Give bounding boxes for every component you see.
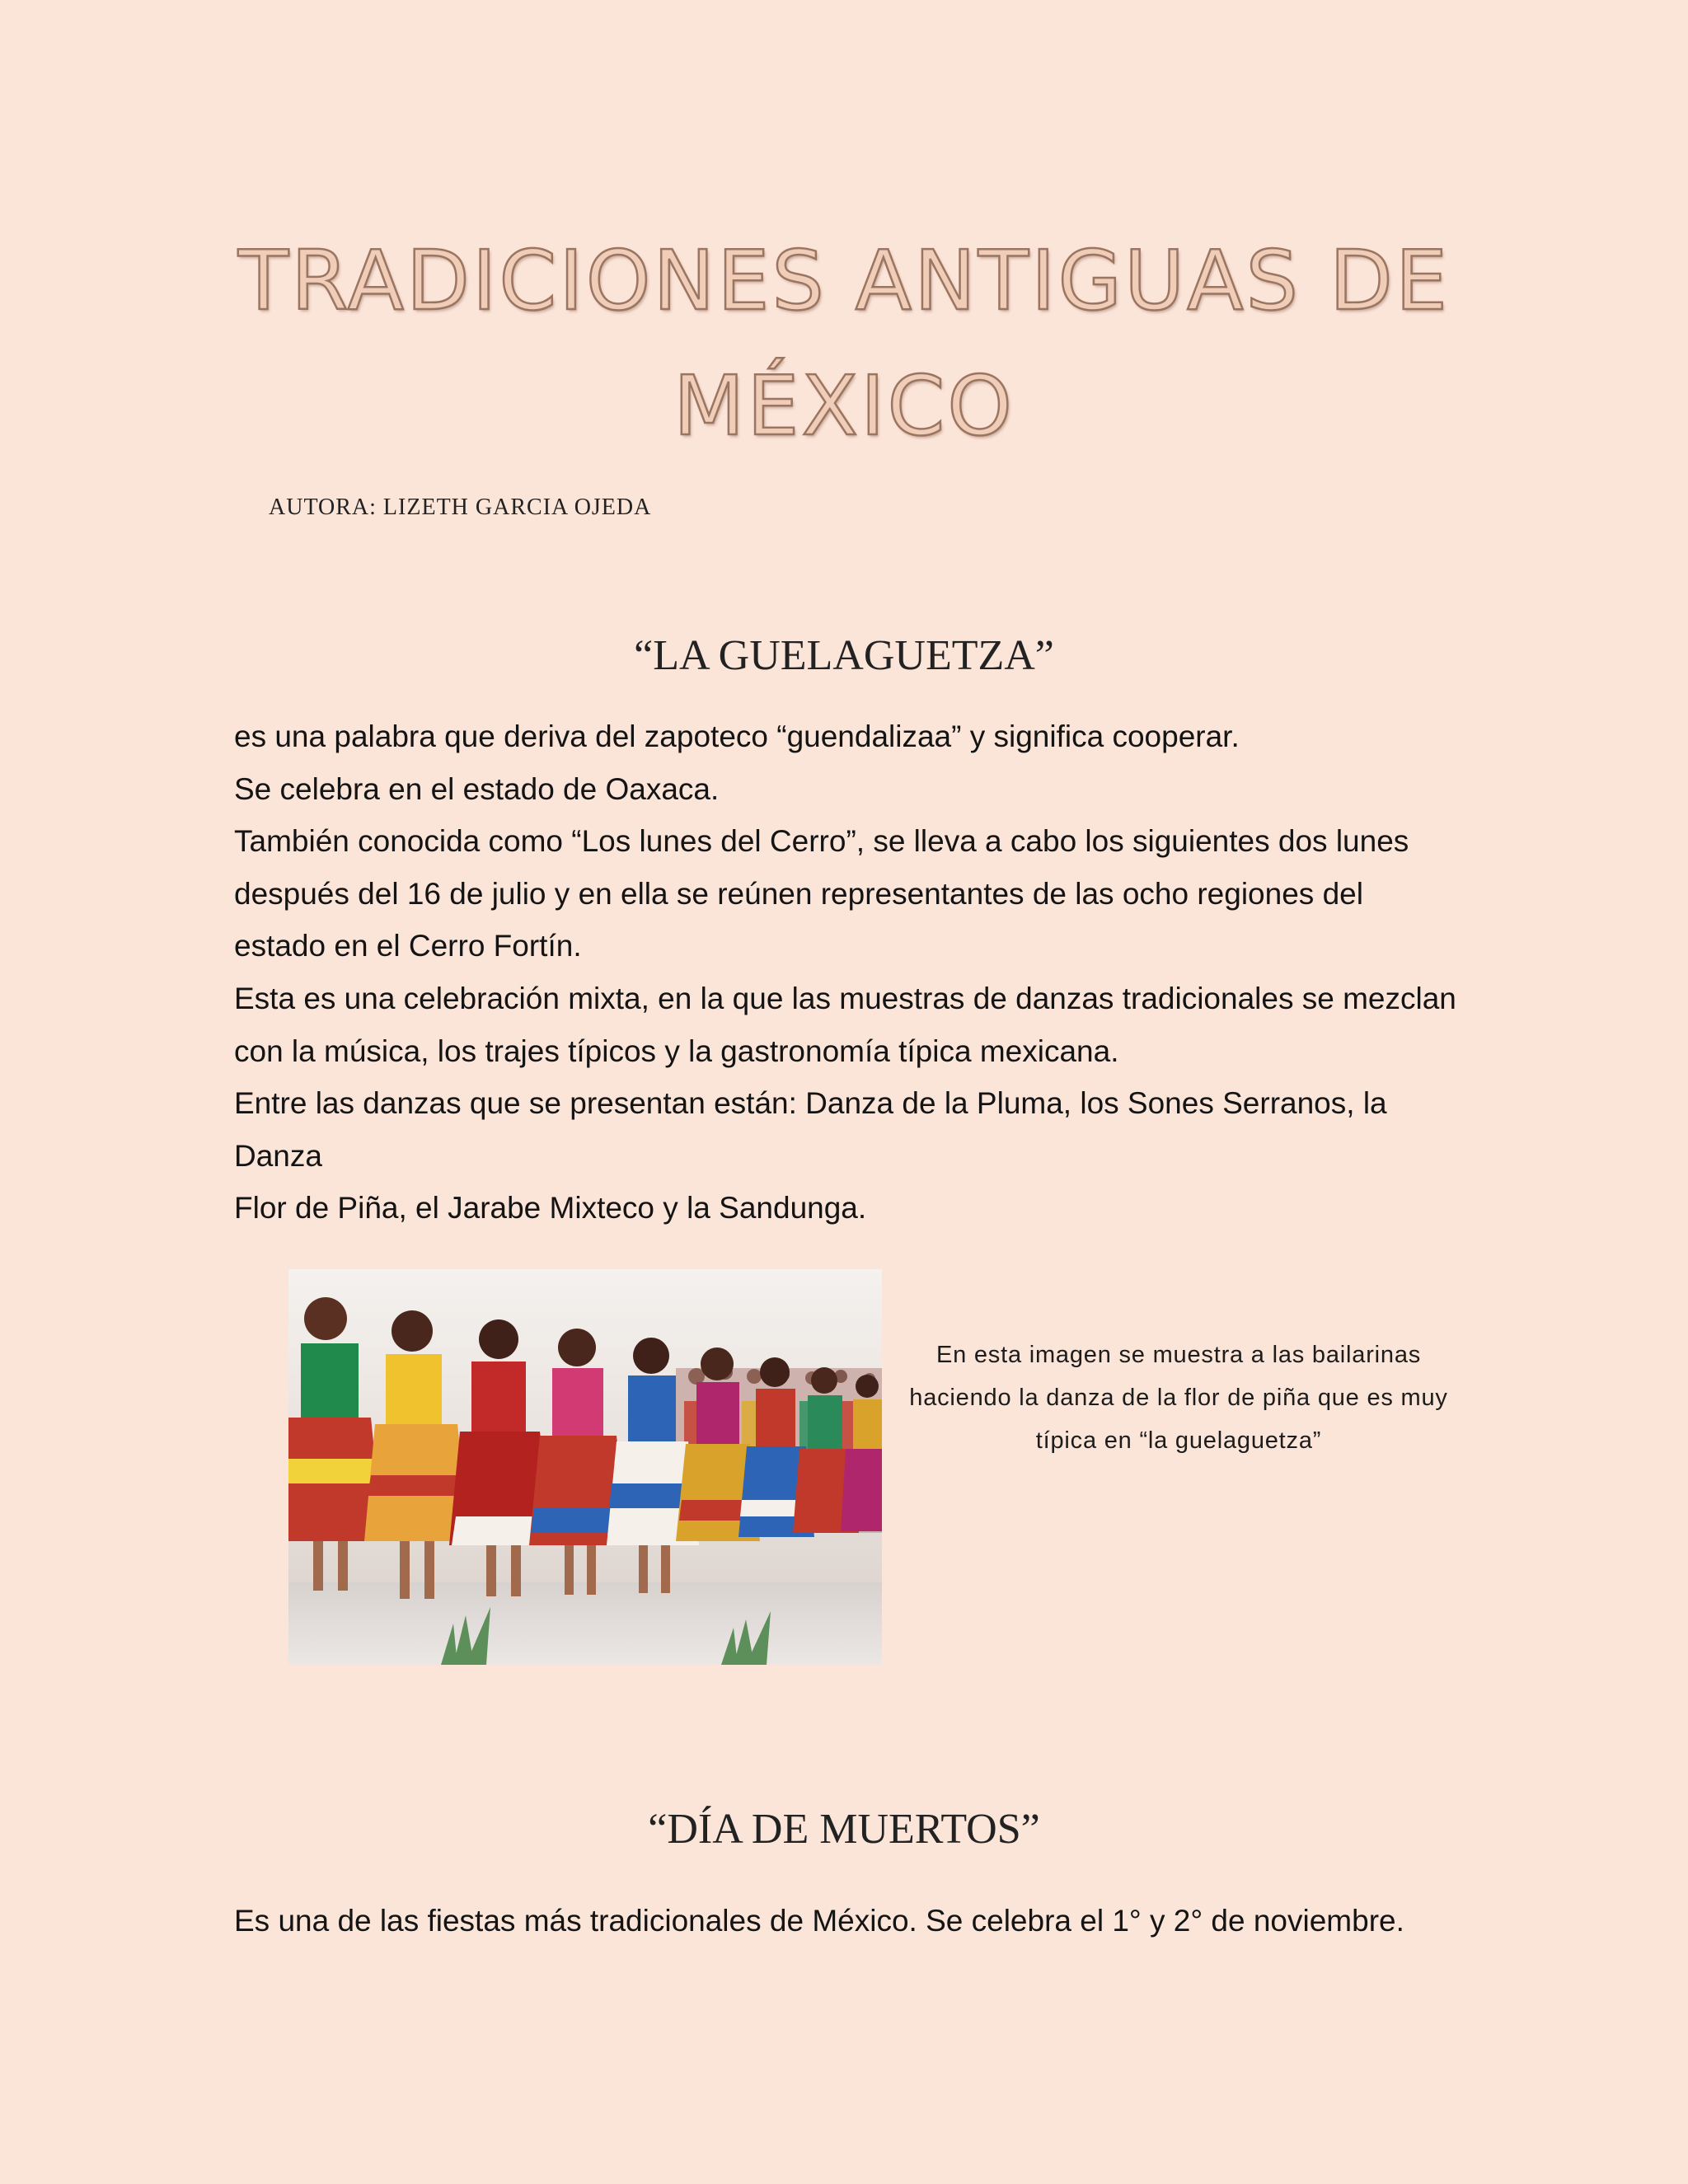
- section-heading-guelaguetza: “LA GUELAGUETZA”: [634, 632, 1054, 679]
- title-line-1: TRADICIONES ANTIGUAS DE: [237, 232, 1451, 329]
- body-line: con la música, los trajes típicos y la gastronomía típica mexicana.: [234, 1033, 1119, 1068]
- guelaguetza-body: [234, 710, 1487, 1235]
- body-line: También conocida como “Los lunes del Cerro”, se lleva a cabo los siguientes dos lunes: [234, 824, 1409, 859]
- caption-line: En esta imagen se muestra a las bailarinas: [935, 1342, 1422, 1368]
- body-line: Esta es una celebración mixta, en la que las muestras de danzas tradicionales se mezclan: [234, 981, 1456, 1015]
- body-line: estado en el Cerro Fortín.: [234, 929, 582, 963]
- caption-line: típica en “la guelaguetza”: [1035, 1427, 1322, 1454]
- body-line: Flor de Piña, el Jarabe Mixteco y la Sandunga.: [234, 1191, 867, 1226]
- title-line-2: MÉXICO: [673, 358, 1015, 454]
- body-line: es una palabra que deriva del zapoteco “guendalizaa” y significa cooperar.: [234, 719, 1240, 753]
- dia-de-muertos-body: Es una de las fiestas más tradicionales de México. Se celebra el 1° y 2° de noviembre.: [234, 1904, 1404, 1938]
- body-line: Entre las danzas que se presentan están: Danza de la Pluma, los Sones Serranos, la: [234, 1086, 1387, 1121]
- caption-line: haciendo la danza de la flor de piña que es muy: [909, 1385, 1448, 1411]
- body-line: después del 16 de julio y en ella se reúnen representantes de las ocho regiones del: [234, 876, 1363, 911]
- document-title: [148, 218, 1540, 469]
- dancers-photo: [288, 1269, 882, 1665]
- body-line: Danza: [234, 1138, 322, 1173]
- section-heading-dia-de-muertos: “DÍA DE MUERTOS”: [648, 1806, 1040, 1853]
- body-line: Se celebra en el estado de Oaxaca.: [234, 771, 720, 806]
- author-line: AUTORA: LIZETH GARCIA OJEDA: [269, 494, 652, 520]
- photo-caption: [898, 1333, 1459, 1462]
